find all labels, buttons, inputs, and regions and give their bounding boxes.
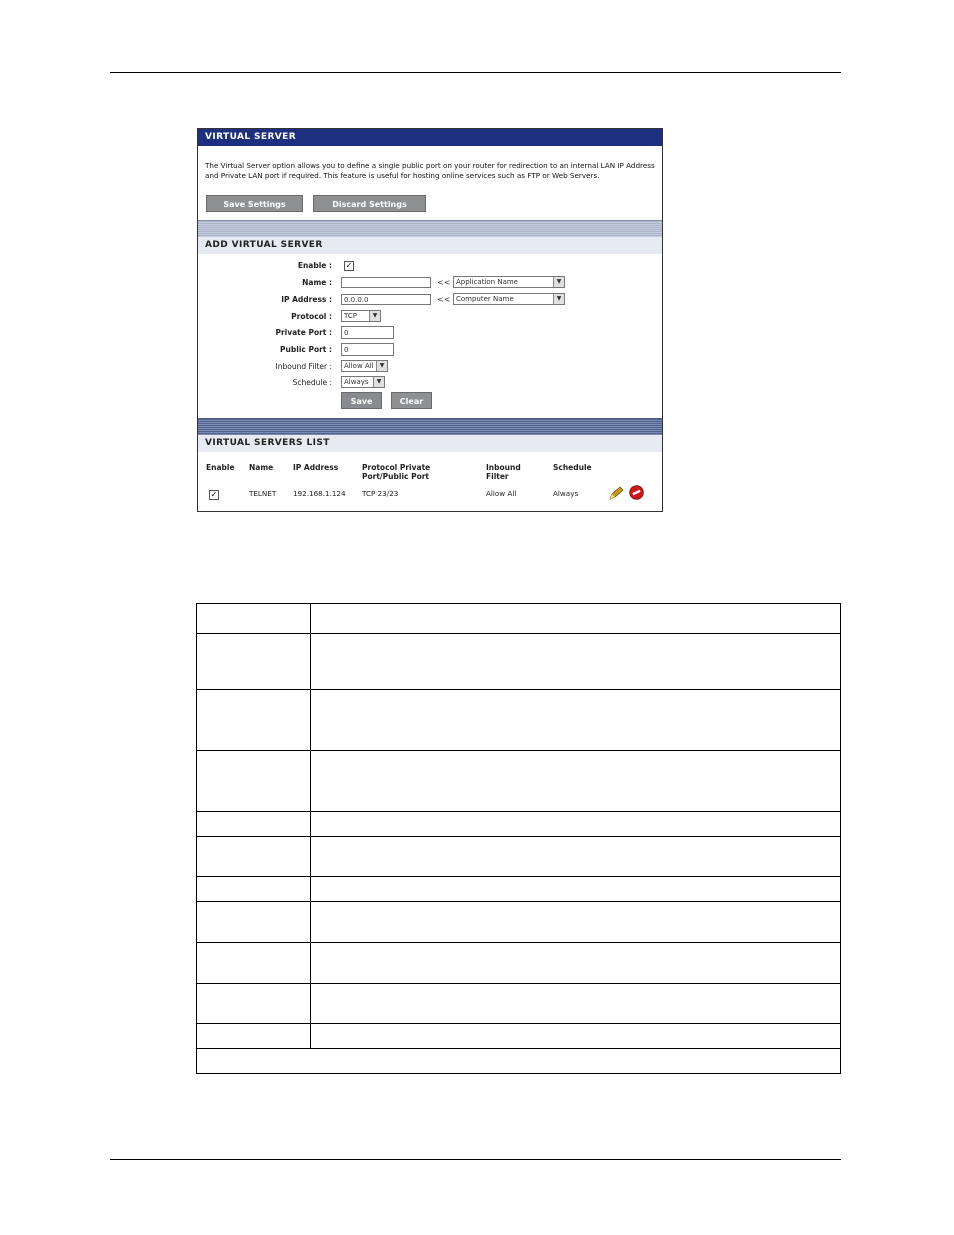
col-ip: IP Address: [293, 463, 339, 472]
private-port-input[interactable]: 0: [341, 326, 394, 339]
enable-label: Enable :: [297, 261, 332, 270]
virtual-server-description: The Virtual Server option allows you to define a single public port on your router for redirection to an internal LAN IP Address and Private LAN port if required. This feature is useful for hosting online services such as FTP or Web Servers.: [205, 161, 655, 180]
table-cell: [311, 837, 841, 877]
schedule-value: Always: [344, 378, 369, 386]
chevron-down-icon: ▼: [369, 311, 380, 321]
col-inbound-line2: Filter: [486, 472, 509, 481]
schedule-select[interactable]: [341, 376, 385, 388]
ip-address-input[interactable]: 0.0.0.0: [341, 294, 431, 305]
col-name: Name: [249, 463, 274, 472]
table-cell: [197, 690, 311, 751]
col-protocol-line2: Port/Public Port: [362, 472, 430, 481]
name-label: Name :: [302, 278, 332, 287]
table-cell: [311, 943, 841, 984]
section-stripe: [198, 419, 662, 435]
table-cell: [197, 634, 311, 690]
inbound-filter-label: Inbound Filter :: [275, 362, 332, 371]
protocol-label: Protocol :: [291, 312, 332, 321]
col-schedule: Schedule: [553, 463, 592, 472]
section-stripe: [198, 221, 662, 237]
table-cell: [197, 837, 311, 877]
table-cell: [311, 751, 841, 812]
chevron-down-icon: ▼: [376, 361, 387, 371]
table-header-cell: [311, 604, 841, 634]
virtual-servers-list-title: VIRTUAL SERVERS LIST: [198, 435, 662, 452]
save-settings-button[interactable]: Save Settings: [206, 195, 303, 212]
inbound-filter-select[interactable]: [341, 360, 388, 372]
schedule-label: Schedule :: [292, 378, 332, 387]
table-cell: [197, 902, 311, 943]
description-table: [196, 603, 841, 1074]
col-enable: Enable: [206, 463, 235, 472]
chevron-down-icon: ▼: [553, 294, 564, 304]
clear-button[interactable]: Clear: [391, 392, 432, 409]
name-input[interactable]: [341, 277, 431, 288]
table-cell: [311, 1024, 841, 1049]
table-cell: [197, 812, 311, 837]
col-inbound: [486, 463, 521, 481]
public-port-label: Public Port :: [280, 345, 332, 354]
col-inbound-line1: Inbound: [486, 463, 521, 472]
protocol-value: TCP: [344, 312, 357, 320]
table-footer-cell: [197, 1049, 841, 1074]
table-cell: [311, 634, 841, 690]
public-port-input[interactable]: 0: [341, 343, 394, 356]
chevron-down-icon: ▼: [373, 377, 384, 387]
name-copy-arrow[interactable]: <<: [437, 278, 451, 287]
computer-name-value: Computer Name: [456, 295, 514, 303]
chevron-down-icon: ▼: [553, 277, 564, 287]
computer-name-select[interactable]: [453, 293, 565, 305]
virtual-server-screenshot: [197, 128, 663, 512]
row-protocol: TCP 23/23: [362, 489, 399, 498]
pencil-icon[interactable]: [608, 486, 624, 500]
row-ip: 192.168.1.124: [293, 489, 346, 498]
application-name-value: Application Name: [456, 278, 518, 286]
protocol-select[interactable]: [341, 310, 381, 322]
row-schedule: Always: [553, 489, 579, 498]
table-cell: [197, 984, 311, 1024]
enable-checkbox[interactable]: ✓: [345, 261, 353, 270]
table-cell: [197, 1024, 311, 1049]
table-cell: [311, 902, 841, 943]
ip-address-label: IP Address :: [281, 295, 332, 304]
application-name-select[interactable]: [453, 276, 565, 288]
col-protocol-line1: Protocol Private: [362, 463, 431, 472]
row-name: TELNET: [249, 489, 277, 498]
top-rule: [110, 72, 841, 73]
table-cell: [311, 877, 841, 902]
row-enable-checkbox[interactable]: ✓: [210, 490, 218, 499]
ip-copy-arrow[interactable]: <<: [437, 295, 451, 304]
virtual-server-title: VIRTUAL SERVER: [198, 129, 662, 146]
delete-icon[interactable]: [629, 485, 644, 500]
table-cell: [311, 690, 841, 751]
private-port-label: Private Port :: [275, 328, 332, 337]
table-cell: [197, 751, 311, 812]
table-cell: [311, 812, 841, 837]
inbound-filter-value: Allow All: [344, 362, 374, 370]
table-cell: [197, 877, 311, 902]
row-inbound: Allow All: [486, 489, 517, 498]
table-cell: [197, 943, 311, 984]
bottom-rule: [110, 1159, 841, 1160]
table-cell: [311, 984, 841, 1024]
add-virtual-server-title: ADD VIRTUAL SERVER: [198, 237, 662, 254]
save-button[interactable]: Save: [341, 392, 382, 409]
table-header-cell: [197, 604, 311, 634]
col-protocol: [362, 463, 430, 481]
discard-settings-button[interactable]: Discard Settings: [313, 195, 426, 212]
